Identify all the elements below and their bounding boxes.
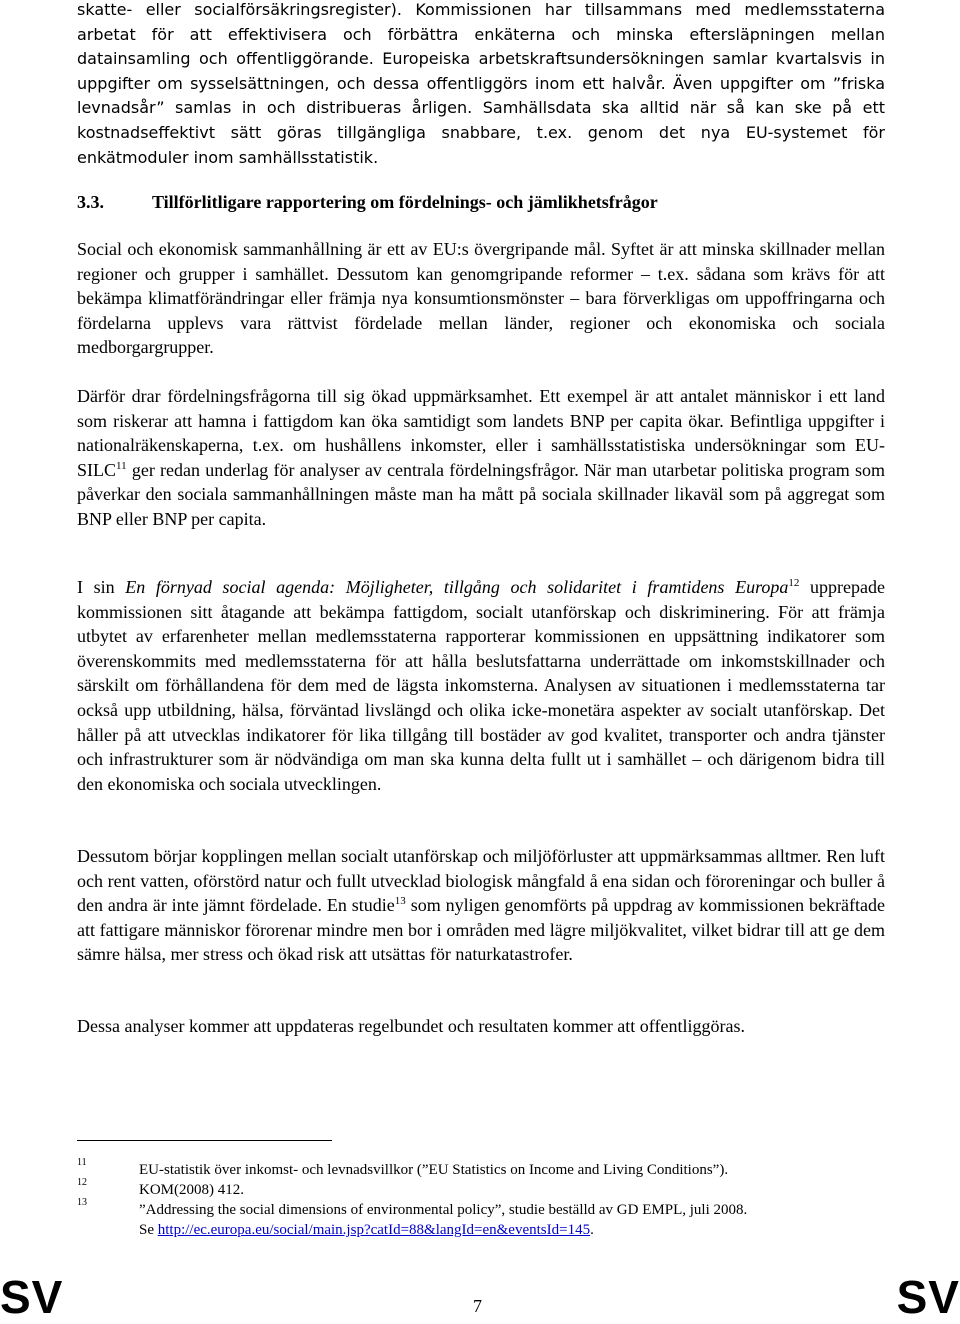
footnote-ref-13[interactable]: 13 (394, 895, 406, 908)
footnote-text: EU-statistik över inkomst- och levnadsvillkor (”EU Statistics on Income and Living Conditions”). (139, 1162, 729, 1178)
footnote-13-text: ”Addressing the social dimensions of environmental policy”, studie beställd av GD EMPL, juli 2008. (139, 1202, 748, 1218)
agenda-title: En förnyad social agenda: Möjligheter, tillgång och solidaritet i framtidens Europa (125, 577, 789, 597)
section-heading (77, 192, 885, 213)
language-code-right: SV (896, 1271, 960, 1323)
paragraph-social-agenda (77, 575, 885, 796)
p4-text-a: Dessutom börjar kopplingen mellan socialt utanförskap och miljöförluster att uppmärksammas alltmer. Ren luft och rent vatten, oförstörd natur och fullt utvecklad biologisk mångfald å ena sidan och föroreningar och buller å den andra är inte jämnt fördelade. En studie (77, 846, 885, 916)
section-title: Tillförlitligare rapportering om fördelnings- och jämlikhetsfrågor (152, 192, 658, 212)
footnote-number: 11 (77, 1157, 87, 1168)
footnote-text (139, 1200, 885, 1240)
footnote-13 (77, 1197, 885, 1240)
p3-text-a: I sin (77, 577, 126, 597)
page-number: 7 (473, 1296, 482, 1316)
p2-text-a: Därför drar fördelningsfrågorna till sig ökad uppmärksamhet. Ett exempel är att antalet människor i ett land som riskerar att hamna i fattigdom kan öka samtidigt som landets BNP per capita ökar. Befintliga uppgifter i nationalräkenskaperna, t.ex. om hushållens inkomster, eller i samhällsstatistiska undersökningar som EU-SILC (77, 386, 885, 480)
paragraph-intro (77, 0, 885, 170)
footnote-12 (77, 1177, 885, 1200)
footnote-number: 13 (77, 1197, 87, 1208)
footnote-13-see: Se (139, 1222, 158, 1238)
paragraph-updates: Dessa analyser kommer att uppdateras regelbundet och resultaten kommer att offentliggöras. (77, 1016, 745, 1036)
footnote-number: 12 (77, 1177, 87, 1188)
study-link[interactable]: http://ec.europa.eu/social/main.jsp?catId=88&langId=en&eventsId=145 (157, 1222, 591, 1238)
paragraph-distribution (77, 384, 885, 532)
section-number: 3.3. (77, 192, 104, 212)
footnote-ref-12[interactable]: 12 (788, 577, 800, 589)
p3-text-b: upprepade kommissionen sitt åtagande att bekämpa fattigdom, socialt utanförskap och diskriminering. För att främja utbytet av erfarenheter mellan medlemsstaterna rapporterar kommissionen en uppsättning indikatorer som överenskommits med medlemsstaterna för att hålla beslutsfattarna underrättade om inkomstskillnader och särskilt om förhållandena för dem med de lägsta inkomsterna. Analysen av situationen i medlemsstaterna tar också upp utbildning, hälsa, förväntad livslängd och olika icke-monetära aspekter av socialt utanförskap. Det håller på att utvecklas indikatorer för lika tillgång till bostäder av god kvalitet, transporter och andra tjänster och infrastrukturer som är nödvändiga om man ska kunna delta fullt ut i samhället – och därigenom bidra till den ekonomiska och sociala utvecklingen. (77, 577, 886, 794)
footnote-separator (77, 1140, 332, 1141)
intro-line-2: arbetat för att effektivisera och förbättra enkäterna och minska eftersläpningen mellan (77, 24, 885, 44)
footnote-text: KOM(2008) 412. (139, 1182, 244, 1198)
intro-rest: Europeiska arbetskraftsundersökningen samlar kvartalsvis in uppgifter om sysselsättningen, och dessa offentliggörs inom ett halvår. Även uppgifter om ”friska levnadsår” samlas in och distribueras årligen. Samhällsdata ska alltid när så kan ske på ett kostnadseffektivt sätt göras tillgängliga snabbare, t.ex. genom det nya EU-systemet för enkätmoduler inom samhällsstatistik. (77, 49, 886, 167)
footnote-13-after: . (590, 1222, 594, 1238)
paragraph-environment (77, 844, 885, 967)
p4-text-b: som nyligen genomförts på uppdrag av kommissionen bekräftade att fattigare människor förorenar mindre men bor i områden med lägre miljökvalitet, vilket bidrar till att ge dem sämre hälsa, mer stress och ökad risk att utsättas för naturkatastrofer. (77, 895, 885, 965)
intro-line-3: datainsamling och offentliggörande. (77, 49, 374, 69)
footnote-ref-11[interactable]: 11 (116, 459, 127, 472)
paragraph-cohesion: Social och ekonomisk sammanhållning är ett av EU:s övergripande mål. Syftet är att minska skillnader mellan regioner och grupper i samhället. Dessutom kan genomgripande reformer – t.ex. sådana som krävs för att bekämpa klimatförändringar eller främja nya konsumtionsmönster – bara förverkligas om uppoffringarna och fördelarna upplevs vara rättvist fördelade mellan länder, regioner och ekonomiska och sociala medborgargrupper. (77, 239, 885, 358)
language-code-left: SV (0, 1271, 64, 1323)
intro-line-1: skatte- eller socialförsäkringsregister). Kommissionen har tillsammans med medlemsstaterna (77, 0, 885, 19)
footnotes (77, 1157, 885, 1240)
footnote-11 (77, 1157, 885, 1180)
p2-text-b: ger redan underlag för analyser av centrala fördelningsfrågor. När man utarbetar politiska program som påverkar den sociala sammanhållningen måste man ha mått på sociala skillnader likaväl som på aggregat som BNP eller BNP per capita. (77, 459, 885, 529)
